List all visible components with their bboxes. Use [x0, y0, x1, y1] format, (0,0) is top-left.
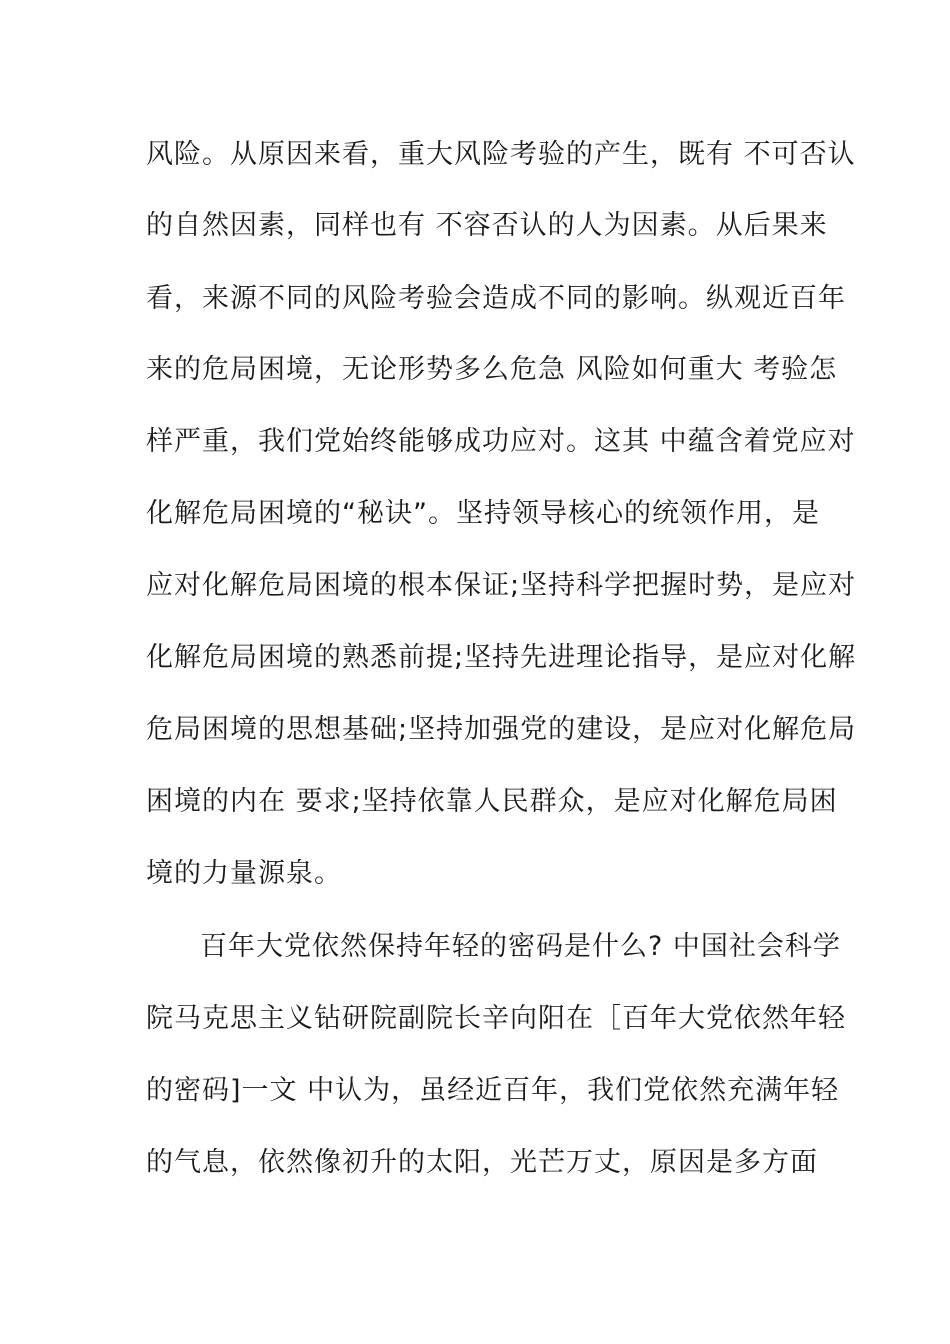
text-line: 的气息，依然像初升的太阳，光芒万丈，原因是多方面	[146, 1147, 818, 1178]
text-line: 风险。从原因来看，重大风险考验的产生，既有 不可否认	[146, 139, 856, 170]
text-line: 院马克思主义钻研院副院长辛向阳在［百年大党依然年轻	[146, 1003, 846, 1034]
text-line: 看，来源不同的风险考验会造成不同的影响。纵观近百年	[146, 283, 846, 314]
text-line: 境的力量源泉。	[146, 858, 342, 889]
text-line: 化解危局困境的“秘诀”。坚持领导核心的统领作用，是	[146, 498, 820, 529]
text-line: 困境的内在 要求;坚持依靠人民群众，是应对化解危局困	[146, 786, 838, 817]
text-line: 危局困境的思想基础;坚持加强党的建设，是应对化解危局	[146, 714, 857, 745]
text-line: 的自然因素，同样也有 不容否认的人为因素。从后果来	[146, 210, 828, 241]
text-line: 来的危局困境，无论形势多么危急 风险如何重大 考验怎	[146, 354, 838, 385]
text-line: 的密码]一文 中认为，虽经近百年，我们党依然充满年轻	[146, 1075, 840, 1106]
text-line: 百年大党依然保持年轻的密码是什么? 中国社会科学	[200, 931, 841, 962]
text-line: 化解危局困境的熟悉前提;坚持先进理论指导，是应对化解	[146, 642, 857, 673]
text-line: 样严重，我们党始终能够成功应对。这其 中蕴含着党应对	[146, 426, 856, 457]
text-line: 应对化解危局困境的根本保证;坚持科学把握时势，是应对	[146, 570, 857, 601]
